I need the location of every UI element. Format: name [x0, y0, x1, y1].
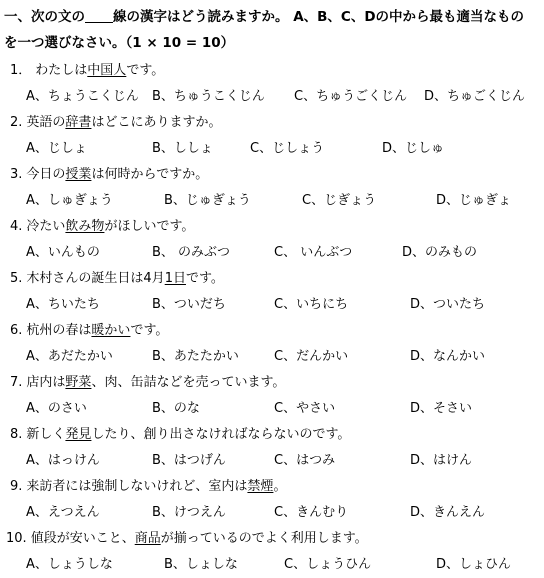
question-target-word: 1日 — [164, 271, 186, 286]
question-number: 4. — [10, 219, 23, 234]
answer-option-b[interactable]: B、けつえん — [152, 505, 226, 520]
answer-option-b[interactable]: B、ちゅうこくじん — [152, 89, 265, 104]
question-stem — [4, 318, 544, 344]
instruction-part-1: 一、次の文の — [4, 9, 85, 25]
question-number: 3. — [10, 167, 23, 182]
answer-option-c[interactable]: C、じぎょう — [302, 193, 377, 208]
question-item — [4, 266, 544, 318]
question-text-after: が揃っているのでよく利用します。 — [160, 531, 368, 546]
answer-option-a[interactable]: A、のさい — [26, 401, 87, 416]
question-number: 6. — [10, 323, 23, 338]
instruction-part-2: 線の漢字はどう読みますか。 A、B、C、Dの中から最も適当なもの — [113, 9, 525, 25]
question-stem — [4, 266, 544, 292]
answer-option-c[interactable]: C、いちにち — [274, 297, 349, 312]
question-stem — [4, 422, 544, 448]
answer-option-b[interactable]: B、ついだち — [152, 297, 226, 312]
question-stem — [4, 526, 544, 552]
question-text-after: がほしいです。 — [104, 219, 195, 234]
question-target-word: 中国人 — [87, 63, 127, 78]
answer-options — [4, 396, 544, 422]
answer-option-d[interactable]: D、のみもの — [402, 245, 478, 260]
question-list — [4, 58, 544, 578]
answer-option-a[interactable]: A、あだたかい — [26, 349, 113, 364]
question-text-before: 英語の — [26, 115, 66, 130]
question-text-after: したり、創り出さなければならないのです。 — [91, 427, 351, 442]
question-item — [4, 58, 544, 110]
question-target-word: 商品 — [134, 531, 161, 546]
question-item — [4, 422, 544, 474]
answer-option-d[interactable]: D、じゅぎょ — [436, 193, 512, 208]
answer-option-b[interactable]: B、はつげん — [152, 453, 226, 468]
answer-option-a[interactable]: A、えつえん — [26, 505, 100, 520]
question-stem — [4, 58, 544, 84]
question-text-before: 冷たい — [26, 219, 66, 234]
question-text-after: です。 — [130, 323, 169, 338]
answer-option-c[interactable]: C、 いんぶつ — [274, 245, 353, 260]
question-number: 5. — [10, 271, 23, 286]
answer-option-c[interactable]: C、しょうひん — [284, 557, 372, 572]
answer-option-c[interactable]: C、ちゅうごくじん — [294, 89, 408, 104]
question-text-before: 値段が安いこと、 — [30, 531, 135, 546]
question-item — [4, 474, 544, 526]
answer-option-d[interactable]: D、なんかい — [410, 349, 486, 364]
answer-option-a[interactable]: A、いんもの — [26, 245, 100, 260]
answer-option-c[interactable]: C、はつみ — [274, 453, 336, 468]
question-stem — [4, 214, 544, 240]
answer-options — [4, 344, 544, 370]
question-number: 2. — [10, 115, 23, 130]
question-item — [4, 162, 544, 214]
question-number: 1． — [10, 63, 32, 78]
question-text-before: 木村さんの誕生日は4月 — [26, 271, 165, 286]
answer-option-a[interactable]: A、ちょうこくじん — [26, 89, 139, 104]
answer-option-a[interactable]: A、じしょ — [26, 141, 87, 156]
question-text-before: わたしは — [35, 63, 88, 78]
answer-option-d[interactable]: D、そさい — [410, 401, 473, 416]
question-target-word: 暖かい — [91, 323, 131, 338]
answer-option-d[interactable]: D、しょひん — [436, 557, 512, 572]
answer-option-c[interactable]: C、やさい — [274, 401, 336, 416]
question-text-after: です。 — [185, 271, 224, 286]
question-item — [4, 110, 544, 162]
question-text-after: はどこにありますか。 — [91, 115, 222, 130]
question-number: 8. — [10, 427, 23, 442]
question-item — [4, 370, 544, 422]
question-text-after: 。 — [273, 479, 287, 494]
question-text-before: 店内は — [26, 375, 66, 390]
answer-options — [4, 448, 544, 474]
question-item — [4, 526, 544, 578]
answer-option-c[interactable]: C、じしょう — [250, 141, 325, 156]
answer-option-c[interactable]: C、きんむり — [274, 505, 349, 520]
answer-option-d[interactable]: D、じしゅ — [382, 141, 445, 156]
answer-option-a[interactable]: A、はっけん — [26, 453, 100, 468]
answer-options — [4, 240, 544, 266]
question-target-word: 授業 — [65, 167, 92, 182]
answer-option-b[interactable]: B、じゅぎょう — [164, 193, 251, 208]
answer-option-b[interactable]: B、ししょ — [152, 141, 213, 156]
answer-option-b[interactable]: B、のな — [152, 401, 200, 416]
question-stem — [4, 162, 544, 188]
question-item — [4, 318, 544, 370]
answer-option-b[interactable]: B、しょしな — [164, 557, 238, 572]
question-number: 7. — [10, 375, 23, 390]
question-text-after: 、肉、缶詰などを売っています。 — [91, 375, 286, 390]
question-number: 9. — [10, 479, 23, 494]
question-text-after: は何時からですか。 — [91, 167, 209, 182]
question-stem — [4, 110, 544, 136]
answer-option-d[interactable]: D、きんえん — [410, 505, 486, 520]
answer-options — [4, 552, 544, 578]
question-target-word: 発見 — [65, 427, 92, 442]
answer-options — [4, 84, 544, 110]
instruction-line-1 — [4, 4, 544, 30]
answer-option-a[interactable]: A、しゅぎょう — [26, 193, 113, 208]
question-number: 10. — [6, 531, 27, 546]
answer-option-c[interactable]: C、だんかい — [274, 349, 349, 364]
answer-option-d[interactable]: D、ちゅごくじん — [424, 89, 526, 104]
answer-option-b[interactable]: B、 のみぶつ — [152, 245, 231, 260]
question-stem — [4, 370, 544, 396]
answer-options — [4, 188, 544, 214]
question-target-word: 野菜 — [65, 375, 92, 390]
question-text-after: です。 — [126, 63, 165, 78]
question-target-word: 禁煙 — [247, 479, 274, 494]
instruction-line-2: を一つ選びなさい。（1 × 10 = 10） — [4, 35, 235, 51]
question-text-before: 今日の — [26, 167, 66, 182]
answer-options — [4, 292, 544, 318]
question-stem — [4, 474, 544, 500]
question-item — [4, 214, 544, 266]
question-target-word: 辞書 — [65, 115, 92, 130]
answer-option-a[interactable]: A、ちいたち — [26, 297, 100, 312]
answer-option-d[interactable]: D、ついたち — [410, 297, 486, 312]
question-text-before: 杭州の春は — [26, 323, 92, 338]
answer-options — [4, 136, 544, 162]
answer-option-b[interactable]: B、あたたかい — [152, 349, 239, 364]
question-text-before: 来訪者には強制しないけれど、室内は — [26, 479, 248, 494]
answer-option-a[interactable]: A、しょうしな — [26, 557, 113, 572]
question-target-word: 飲み物 — [65, 219, 105, 234]
question-text-before: 新しく — [26, 427, 66, 442]
answer-options — [4, 500, 544, 526]
underline-blank — [85, 8, 113, 23]
answer-option-d[interactable]: D、はけん — [410, 453, 473, 468]
